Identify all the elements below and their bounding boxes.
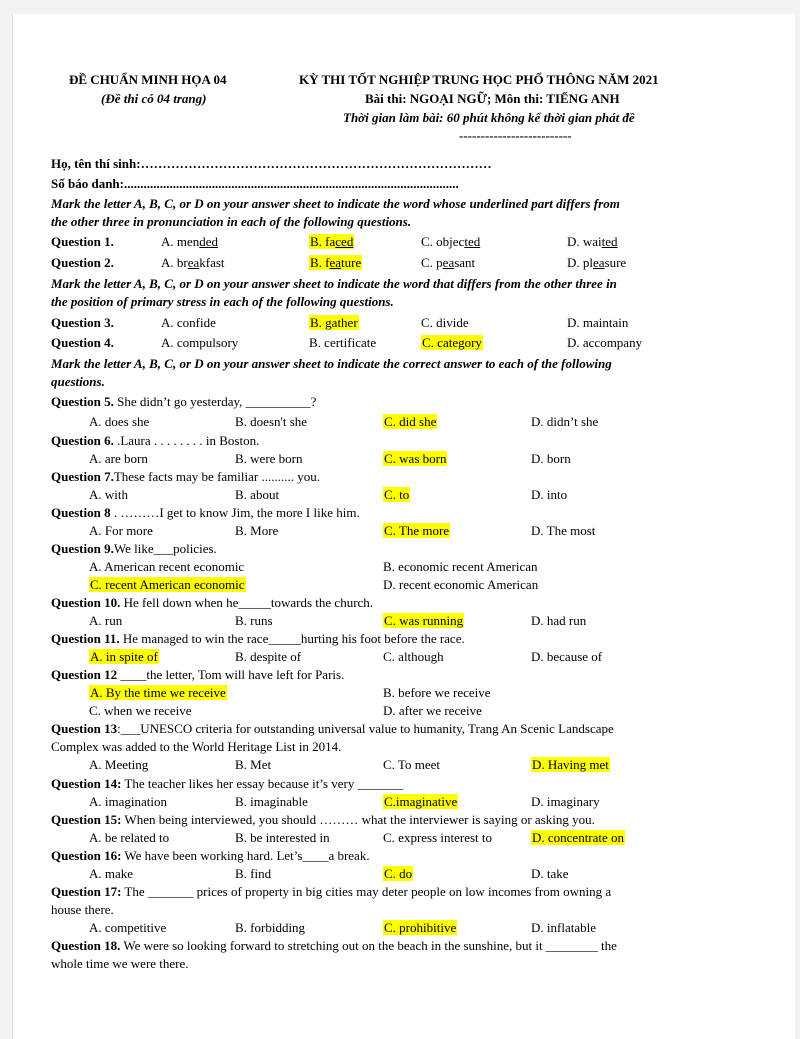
instruction-pronunciation-line2: the other three in pronunciation in each of the following questions.: [51, 214, 412, 229]
option-c-correct: C. was running: [384, 613, 464, 628]
subject-line: Bài thi: NGOẠI NGỮ; Môn thi: TIẾNG ANH: [365, 91, 620, 106]
question-label: Question 1.: [51, 234, 114, 249]
option-a: A. compulsory: [161, 335, 239, 350]
option-d: D. waited: [567, 234, 618, 249]
candidate-name-field: Họ, tên thí sinh:………………………………………………………………………: [51, 156, 492, 171]
question-label: Question 2.: [51, 255, 114, 270]
instruction-correct-line1: Mark the letter A, B, C, or D on your answer sheet to indicate the correct answer to each of the following: [51, 356, 612, 371]
option-a: A. run: [89, 613, 123, 628]
option-a: A. does she: [89, 414, 150, 429]
option-a-correct: A. in spite of: [90, 649, 158, 664]
option-b: B. economic recent American: [383, 559, 538, 574]
question-stem: Question 14: The teacher likes her essay because it’s very _______: [51, 776, 404, 791]
option-d: D. recent economic American: [383, 577, 539, 592]
option-d: D. take: [531, 866, 569, 881]
question-stem: Question 6. .Laura . . . . . . . . in Boston.: [51, 433, 260, 448]
option-c-correct: C. was born: [384, 451, 447, 466]
question-stem: Question 17: The _______ prices of property in big cities may deter people on low incomes from owning a: [51, 884, 612, 899]
option-d: D. pleasure: [567, 255, 627, 270]
option-b-correct: B. feature: [310, 255, 362, 270]
page-background-top: [0, 0, 800, 14]
option-d: D. because of: [531, 649, 603, 664]
question-stem: Question 13:___UNESCO criteria for outstanding universal value to humanity, Trang An Scenic Landscape: [51, 721, 614, 736]
option-d: D. imaginary: [531, 794, 600, 809]
option-b: B. imaginable: [235, 794, 308, 809]
option-b: B. be interested in: [235, 830, 330, 845]
candidate-number-field: Số báo danh:.......................................................................................................: [51, 176, 459, 191]
instruction-pronunciation-line1: Mark the letter A, B, C, or D on your answer sheet to indicate the word whose underlined part differs from: [51, 196, 620, 211]
option-c: C. objected: [421, 234, 481, 249]
option-b: B. Met: [235, 757, 272, 772]
option-d: D. born: [531, 451, 571, 466]
option-b: B. certificate: [309, 335, 377, 350]
option-d: D. accompany: [567, 335, 643, 350]
option-a: A. be related to: [89, 830, 170, 845]
exam-title: KỲ THI TỐT NGHIỆP TRUNG HỌC PHỔ THÔNG NĂM 2021: [299, 72, 659, 87]
option-d: D. after we receive: [383, 703, 482, 718]
option-c-correct: C.imaginative: [384, 794, 458, 809]
header-divider: --------------------------: [459, 128, 572, 143]
option-a: A. with: [89, 487, 128, 502]
question-stem: Question 11. He managed to win the race_____hurting his foot before the race.: [51, 631, 465, 646]
option-b: B. doesn't she: [235, 414, 308, 429]
option-a-correct: A. By the time we receive: [90, 685, 226, 700]
option-c-correct: C. The more: [384, 523, 450, 538]
option-b: B. forbidding: [235, 920, 306, 935]
option-a: A. breakfast: [161, 255, 225, 270]
option-a: A. make: [89, 866, 134, 881]
option-b: B. runs: [235, 613, 273, 628]
option-c-correct: C. category: [422, 335, 482, 350]
time-allowed: Thời gian làm bài: 60 phút không kể thời gian phát đề: [343, 110, 635, 125]
option-c-correct: C. to: [384, 487, 410, 502]
option-a: A. Meeting: [89, 757, 149, 772]
option-c: C. although: [383, 649, 444, 664]
option-b: B. find: [235, 866, 272, 881]
option-c: C. when we receive: [89, 703, 192, 718]
option-d-correct: D. Having met: [532, 757, 609, 772]
option-c: C. express interest to: [383, 830, 493, 845]
option-a: A. competitive: [89, 920, 167, 935]
instruction-correct-line2: questions.: [51, 374, 105, 389]
question-stem: Question 18. We were so looking forward to stretching out on the beach in the sunshine, but it ________ the: [51, 938, 617, 953]
option-d: D. into: [531, 487, 568, 502]
question-stem-continued: Complex was added to the World Heritage List in 2014.: [51, 739, 342, 754]
option-d-correct: D. concentrate on: [532, 830, 625, 845]
option-b: B. were born: [235, 451, 303, 466]
page-count-note: (Đề thi có 04 trang): [101, 91, 207, 106]
option-a: A. mended: [161, 234, 219, 249]
option-b: B. before we receive: [383, 685, 491, 700]
question-stem: Question 8 . ………I get to know Jim, the more I like him.: [51, 505, 360, 520]
page-background-left: [0, 0, 12, 1039]
option-c: C. To meet: [383, 757, 440, 772]
question-stem: Question 5. She didn’t go yesterday, __________?: [51, 394, 317, 409]
question-stem: Question 9.We like___policies.: [51, 541, 217, 556]
question-stem: Question 10. He fell down when he_____towards the church.: [51, 595, 374, 610]
option-a: A. imagination: [89, 794, 167, 809]
exam-page: [12, 14, 795, 1039]
question-stem-continued: whole time we were there.: [51, 956, 189, 971]
option-d: D. had run: [531, 613, 587, 628]
option-d: D. The most: [531, 523, 596, 538]
option-a: A. confide: [161, 315, 216, 330]
option-b-correct: B. gather: [310, 315, 358, 330]
instruction-stress-line2: the position of primary stress in each of the following questions.: [51, 294, 394, 309]
question-stem: Question 16: We have been working hard. Let’s____a break.: [51, 848, 370, 863]
option-a: A. For more: [89, 523, 153, 538]
option-b: B. about: [235, 487, 280, 502]
option-b: B. More: [235, 523, 279, 538]
option-d: D. inflatable: [531, 920, 596, 935]
option-c: C. peasant: [421, 255, 476, 270]
option-c: C. divide: [421, 315, 469, 330]
option-a: A. American recent economic: [89, 559, 245, 574]
question-stem-continued: house there.: [51, 902, 114, 917]
option-c-correct: C. recent American economic: [90, 577, 245, 592]
option-b: B. despite of: [235, 649, 302, 664]
question-stem: Question 7.These facts may be familiar .......... you.: [51, 469, 320, 484]
question-label: Question 3.: [51, 315, 114, 330]
option-d: D. didn’t she: [531, 414, 599, 429]
question-stem: Question 15: When being interviewed, you should ……… what the interviewer is saying or asking you.: [51, 812, 595, 827]
exam-code-title: ĐỀ CHUẨN MINH HỌA 04: [69, 72, 227, 87]
option-d: D. maintain: [567, 315, 629, 330]
option-a: A. are born: [89, 451, 148, 466]
option-c-correct: C. prohibitive: [384, 920, 457, 935]
question-label: Question 4.: [51, 335, 114, 350]
option-c-correct: C. did she: [384, 414, 437, 429]
option-b-correct: B. faced: [310, 234, 354, 249]
option-c-correct: C. do: [384, 866, 413, 881]
question-stem: Question 12 ____the letter, Tom will have left for Paris.: [51, 667, 345, 682]
instruction-stress-line1: Mark the letter A, B, C, or D on your answer sheet to indicate the word that differs from the other three in: [51, 276, 617, 291]
